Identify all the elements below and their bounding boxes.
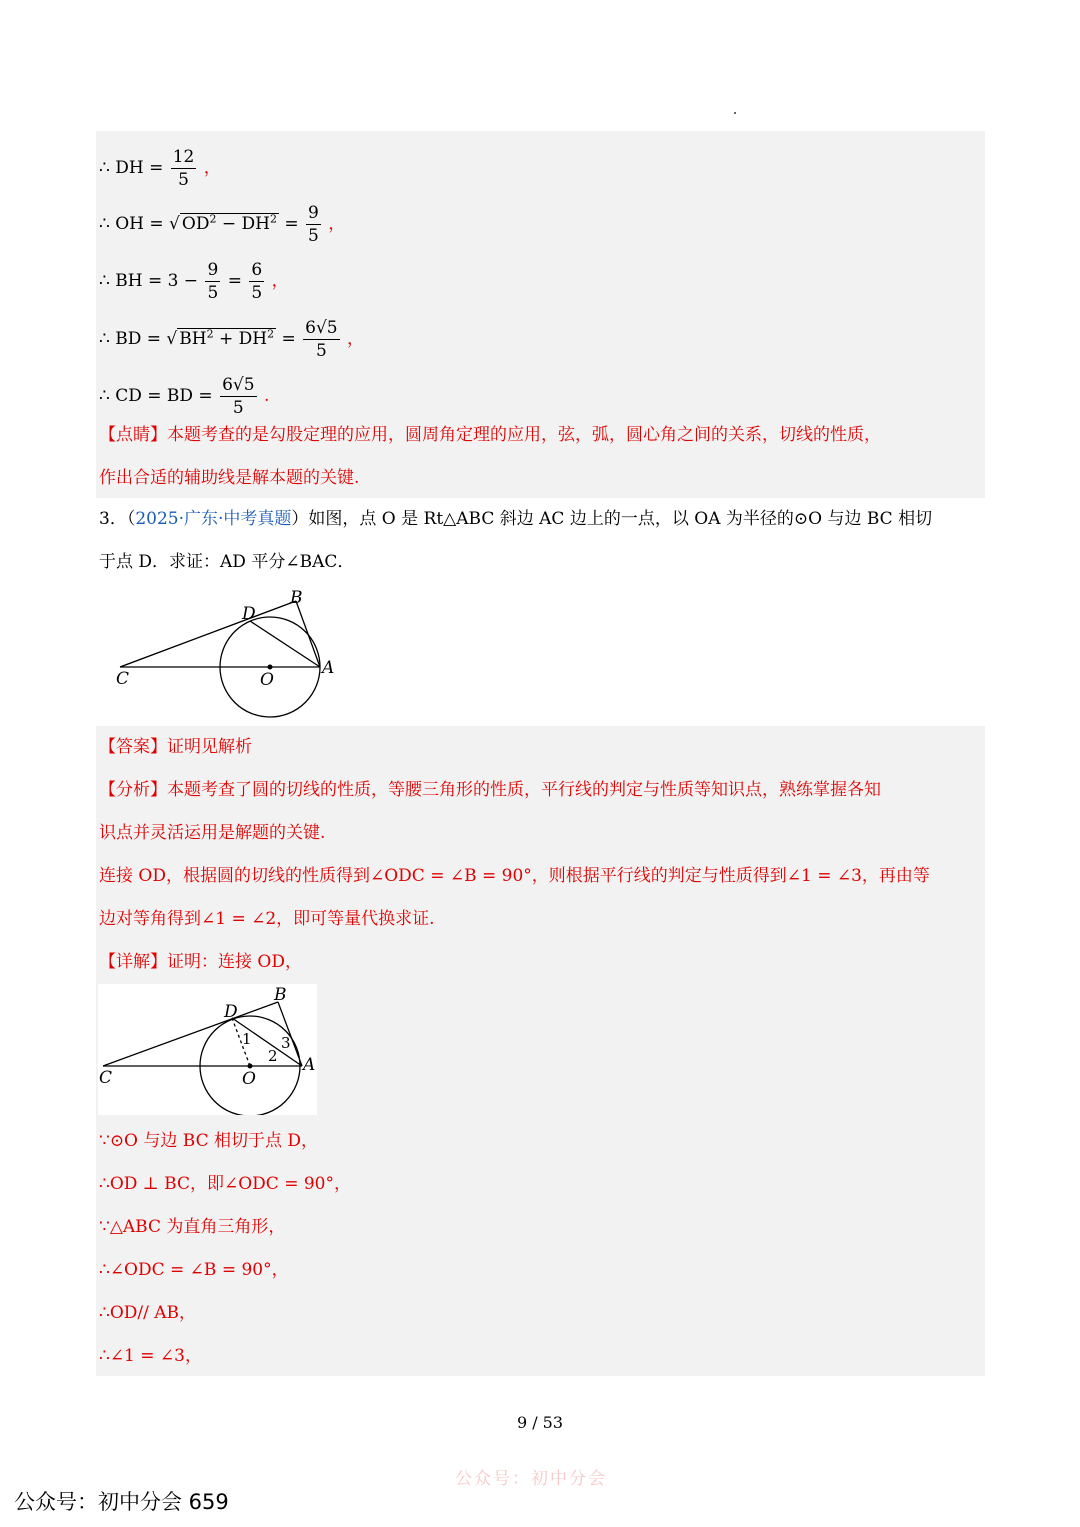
question-text-2: 于点 D．求证：AD 平分∠BAC．	[99, 552, 355, 572]
analysis-text-3: 连接 OD，根据圆的切线的性质得到∠ODC = ∠B = 90°，则根据平行线的判定与性质得到∠1 = ∠3，再由等	[99, 866, 930, 886]
eq-oh: ∴ OH = √ $OD^2 - DH^2$ = $\frac{9}{5}$ ，	[99, 203, 346, 246]
fraction: $\frac{6√5}{5}$	[305, 318, 338, 361]
analysis-text: 本题考查了圆的切线的性质，等腰三角形的性质，平行线的判定与性质等知识点，熟练掌握各知	[167, 780, 881, 800]
watermark: 公众号：初中分会	[455, 1469, 607, 1489]
detail-label: 【详解】	[99, 952, 167, 972]
label-A: A	[322, 658, 335, 678]
page-dot	[734, 112, 736, 114]
figure-2	[98, 984, 317, 1115]
proof-step: ∵⊙O 与边 BC 相切于点 D，	[99, 1131, 319, 1151]
eq-text: ∴ OH =	[99, 214, 164, 234]
question-text: ）如图，点 O 是 Rt△ABC 斜边 AC 边上的一点，以 OA 为半径的⊙O 与边 BC 相切	[291, 509, 933, 529]
label-B: B	[274, 985, 287, 1005]
angle-1: 1	[242, 1030, 252, 1048]
detail-text: 证明：连接 OD，	[167, 952, 302, 972]
proof-step: ∴∠ODC = ∠B = 90°，	[99, 1260, 289, 1280]
answer-analysis	[99, 726, 979, 984]
proof-step: ∴∠1 = ∠3，	[99, 1346, 202, 1366]
eq-cd: ∴ CD = BD = $\frac{6√5}{5}$ .	[99, 375, 270, 418]
figure-1	[110, 585, 350, 720]
page-number: 9 / 53	[516, 1413, 564, 1432]
analysis-label: 【分析】	[99, 780, 167, 800]
label-D: D	[242, 604, 256, 624]
eq-text: ∴ BH = 3 −	[99, 271, 199, 291]
angle-2: 2	[268, 1047, 278, 1065]
label-C: C	[99, 1068, 113, 1088]
comment-block	[99, 414, 979, 500]
proof-step: ∵△ABC 为直角三角形，	[99, 1217, 286, 1237]
proof-step: ∴OD// AB，	[99, 1303, 197, 1323]
fraction: $\frac{6}{5}$	[251, 260, 263, 303]
eq-bh: ∴ BH = 3 − $\frac{9}{5}$ = $\frac{6}{5}$ ，	[99, 260, 289, 303]
eq-text: ∴ DH =	[99, 158, 164, 178]
label-A: A	[303, 1055, 316, 1075]
proof-step: ∴OD ⊥ BC，即∠ODC = 90°，	[99, 1174, 351, 1194]
answer-label: 【答案】	[99, 737, 167, 757]
eq-text: ∴ BD =	[99, 329, 161, 349]
angle-3: 3	[281, 1034, 291, 1052]
comment-text: 本题考查的是勾股定理的应用，圆周角定理的应用，弦，弧，圆心角之间的关系，切线的性质，	[167, 425, 881, 445]
account-label: 公众号：初中分会 659	[14, 1490, 229, 1514]
punct: ，	[203, 158, 221, 178]
label-O: O	[260, 670, 274, 690]
label-C: C	[116, 669, 130, 689]
label-B: B	[290, 588, 303, 608]
sqrt-expr: √ $OD^2 - DH^2$	[169, 212, 277, 234]
question-number: 3．（	[99, 509, 136, 529]
fraction: $\frac{9}{5}$	[308, 203, 319, 246]
label-O: O	[242, 1069, 256, 1089]
comment-text-2: 作出合适的辅助线是解本题的关键.	[99, 468, 360, 488]
eq-bd: ∴ BD = √ $BH^2 + DH^2$ = $\frac{6√5}{5}$ ，	[99, 318, 365, 361]
proof-steps	[99, 1120, 979, 1378]
sqrt-expr: √ $BH^2 + DH^2$	[166, 327, 275, 349]
eq-dh	[99, 146, 221, 191]
eq-text: ∴ CD = BD =	[99, 386, 213, 406]
fraction: $\frac{9}{5}$	[207, 260, 219, 303]
fraction: $\frac{12}{5}$	[172, 147, 195, 190]
question-source: 2025·广东·中考真题	[135, 509, 292, 529]
analysis-text-4: 边对等角得到∠1 = ∠2，即可等量代换求证.	[99, 909, 435, 929]
analysis-text-2: 识点并灵活运用是解题的关键.	[99, 823, 326, 843]
label-D: D	[224, 1002, 238, 1022]
fraction: $\frac{6√5}{5}$	[222, 375, 255, 418]
question-3	[99, 498, 979, 584]
comment-label: 【点睛】	[99, 425, 167, 445]
answer-text: 证明见解析	[167, 737, 252, 757]
